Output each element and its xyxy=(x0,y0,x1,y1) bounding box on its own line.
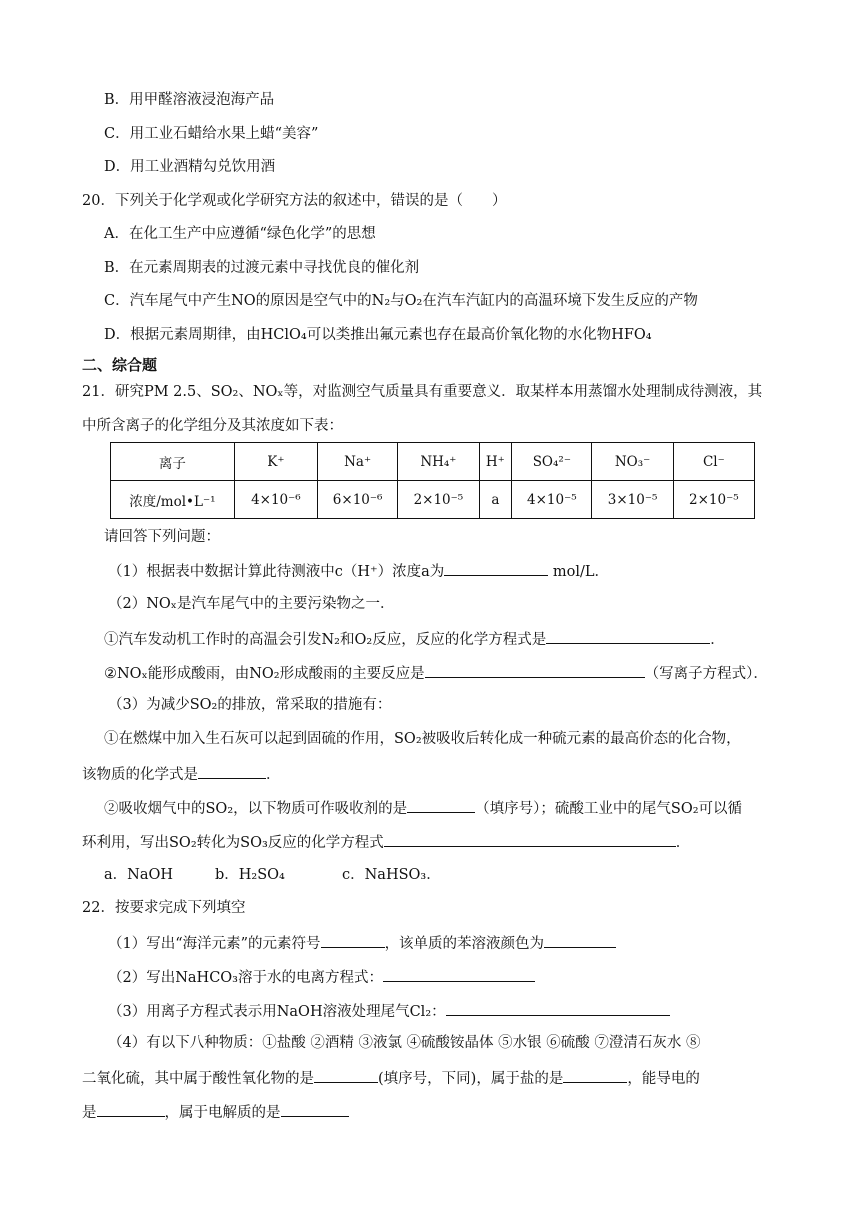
q20-option-b: B．在元素周期表的过渡元素中寻找优良的催化剂 xyxy=(104,260,420,276)
answer-blank[interactable] xyxy=(563,1067,627,1083)
q20-stem: 20．下列关于化学观或化学研究方法的叙述中，错误的是（ ） xyxy=(82,193,507,209)
q22-part1-text: （1）写出“海洋元素”的元素符号 xyxy=(108,936,321,952)
q22-part1-text-cont: ，该单质的苯溶液颜色为 xyxy=(384,936,545,952)
period-text: ． xyxy=(675,835,691,851)
table-header-cell: SO₄²⁻ xyxy=(512,443,592,481)
q22-part3 xyxy=(108,1000,670,1022)
period-text: ． xyxy=(710,632,725,648)
q21-part3-2-text: ②吸收烟气中的SO₂，以下物质可作吸收剂的是 xyxy=(104,801,408,817)
answer-blank[interactable] xyxy=(546,628,710,644)
answer-blank[interactable] xyxy=(407,797,475,813)
q21-part2-2-text: ②NOₓ能形成酸雨，由NO₂形成酸雨的主要反应是 xyxy=(104,666,425,682)
q19-option-b: B．用甲醛溶液浸泡海产品 xyxy=(104,92,275,108)
q21-part3-2-line2-text: 环利用，写出SO₂转化为SO₃反应的化学方程式 xyxy=(82,835,384,851)
table-cell: 2×10⁻⁵ xyxy=(673,481,754,519)
q21-part3-1-text: 该物质的化学式是 xyxy=(82,767,198,783)
q21-part3-2-line2 xyxy=(82,831,690,853)
q22-part4-line3 xyxy=(82,1101,349,1123)
section-heading: 二、综合题 xyxy=(82,356,158,374)
q20-option-d: D．根据元素周期律，由HClO₄可以类推出氟元素也存在最高价氧化物的水化物HFO₄ xyxy=(104,327,652,343)
q22-part4-text: 二氧化硫，其中属于酸性氧化物的是 xyxy=(82,1071,314,1087)
answer-blank[interactable] xyxy=(281,1101,349,1117)
table-cell: 2×10⁻⁵ xyxy=(398,481,479,519)
table-header-cell: Cl⁻ xyxy=(673,443,754,481)
q21-part3-2-text-cont: （填序号）；硫酸工业中的尾气SO₂可以循 xyxy=(475,801,743,817)
answer-blank[interactable] xyxy=(544,932,616,948)
answer-blank[interactable] xyxy=(384,831,676,847)
q21-part2: （2）NOₓ是汽车尾气中的主要污染物之一． xyxy=(108,596,395,612)
table-cell: 浓度/mol•L⁻¹ xyxy=(111,481,235,519)
q22-part1 xyxy=(108,932,616,954)
q21-part3-1-line1: ①在燃煤中加入生石灰可以起到固硫的作用，SO₂被吸收后转化成一种硫元素的最高价态的化合物， xyxy=(104,731,741,747)
q22-part2-text: （2）写出NaHCO₃溶于水的电离方程式： xyxy=(108,970,383,986)
q21-part1-text: （1）根据表中数据计算此待测液中c（H⁺）浓度a为 xyxy=(108,564,445,580)
q22-part3-text: （3）用离子方程式表示用NaOH溶液处理尾气Cl₂： xyxy=(108,1004,446,1020)
table-cell: 4×10⁻⁵ xyxy=(512,481,592,519)
q21-part1-unit: mol/L． xyxy=(548,564,610,580)
period-text: ． xyxy=(266,767,281,783)
q21-prompt: 请回答下列问题： xyxy=(104,529,220,545)
answer-blank[interactable] xyxy=(446,1000,670,1016)
table-cell: 4×10⁻⁶ xyxy=(234,481,317,519)
choice-c: c．NaHSO₃． xyxy=(342,867,441,883)
table-header-cell: 离子 xyxy=(111,443,235,481)
answer-blank[interactable] xyxy=(425,662,645,678)
table-cell: 3×10⁻⁵ xyxy=(592,481,673,519)
choice-b: b．H₂SO₄ xyxy=(215,867,285,883)
q21-stem-line2: 中所含离子的化学组分及其浓度如下表： xyxy=(82,418,343,434)
q21-part2-1 xyxy=(104,628,725,650)
q21-part3-2-line1 xyxy=(104,797,742,819)
table-cell: a xyxy=(479,481,512,519)
table-row xyxy=(111,481,755,519)
q21-part3-1-line2 xyxy=(82,763,281,785)
table-header-cell: NO₃⁻ xyxy=(592,443,673,481)
q22-part4-text-cont2: ，能导电的 xyxy=(627,1071,700,1087)
q20-option-c: C．汽车尾气中产生NO的原因是空气中的N₂与O₂在汽车汽缸内的高温环境下发生反应的产物 xyxy=(104,293,698,309)
q21-part3: （3）为减少SO₂的排放，常采取的措施有： xyxy=(108,697,392,713)
q21-stem-line1: 21．研究PM 2.5、SO₂、NOₓ等，对监测空气质量具有重要意义．取某样本用蒸馏水处理制成待测液，其 xyxy=(82,384,763,400)
q20-option-a: A．在化工生产中应遵循“绿色化学”的思想 xyxy=(104,226,376,242)
answer-blank[interactable] xyxy=(314,1067,378,1083)
q22-part4-line3-text-cont: ，属于电解质的是 xyxy=(164,1105,281,1121)
table-cell: 6×10⁻⁶ xyxy=(317,481,397,519)
q22-stem: 22．按要求完成下列填空 xyxy=(82,900,246,916)
ion-concentration-table xyxy=(110,442,755,519)
q22-part2 xyxy=(108,966,535,988)
q21-part2-1-text: ①汽车发动机工作时的高温会引发N₂和O₂反应，反应的化学方程式是 xyxy=(104,632,547,648)
table-header-cell: K⁺ xyxy=(234,443,317,481)
table-header-cell: H⁺ xyxy=(479,443,512,481)
q19-option-d: D．用工业酒精勾兑饮用酒 xyxy=(104,159,276,175)
q22-part4-line3-text: 是 xyxy=(82,1105,97,1121)
answer-blank[interactable] xyxy=(321,932,385,948)
q19-option-c: C．用工业石蜡给水果上蜡“美容” xyxy=(104,126,319,142)
choice-a: a．NaOH xyxy=(104,867,174,883)
answer-blank[interactable] xyxy=(444,560,548,576)
answer-blank[interactable] xyxy=(97,1101,165,1117)
hint-text: （写离子方程式）． xyxy=(644,666,768,682)
table-header-cell: NH₄⁺ xyxy=(398,443,479,481)
q21-part1 xyxy=(108,560,609,582)
answer-blank[interactable] xyxy=(383,966,535,982)
q22-part4-line2 xyxy=(82,1067,700,1089)
q21-part2-2 xyxy=(104,662,768,684)
answer-blank[interactable] xyxy=(198,763,266,779)
table-header-cell: Na⁺ xyxy=(317,443,397,481)
q22-part4-text-cont: (填序号，下同)，属于盐的是 xyxy=(378,1071,564,1087)
table-header-row xyxy=(111,443,755,481)
q22-part4-line1: （4）有以下八种物质：①盐酸 ②酒精 ③液氯 ④硫酸铵晶体 ⑤水银 ⑥硫酸 ⑦澄清石灰水 ⑧ xyxy=(108,1035,701,1051)
